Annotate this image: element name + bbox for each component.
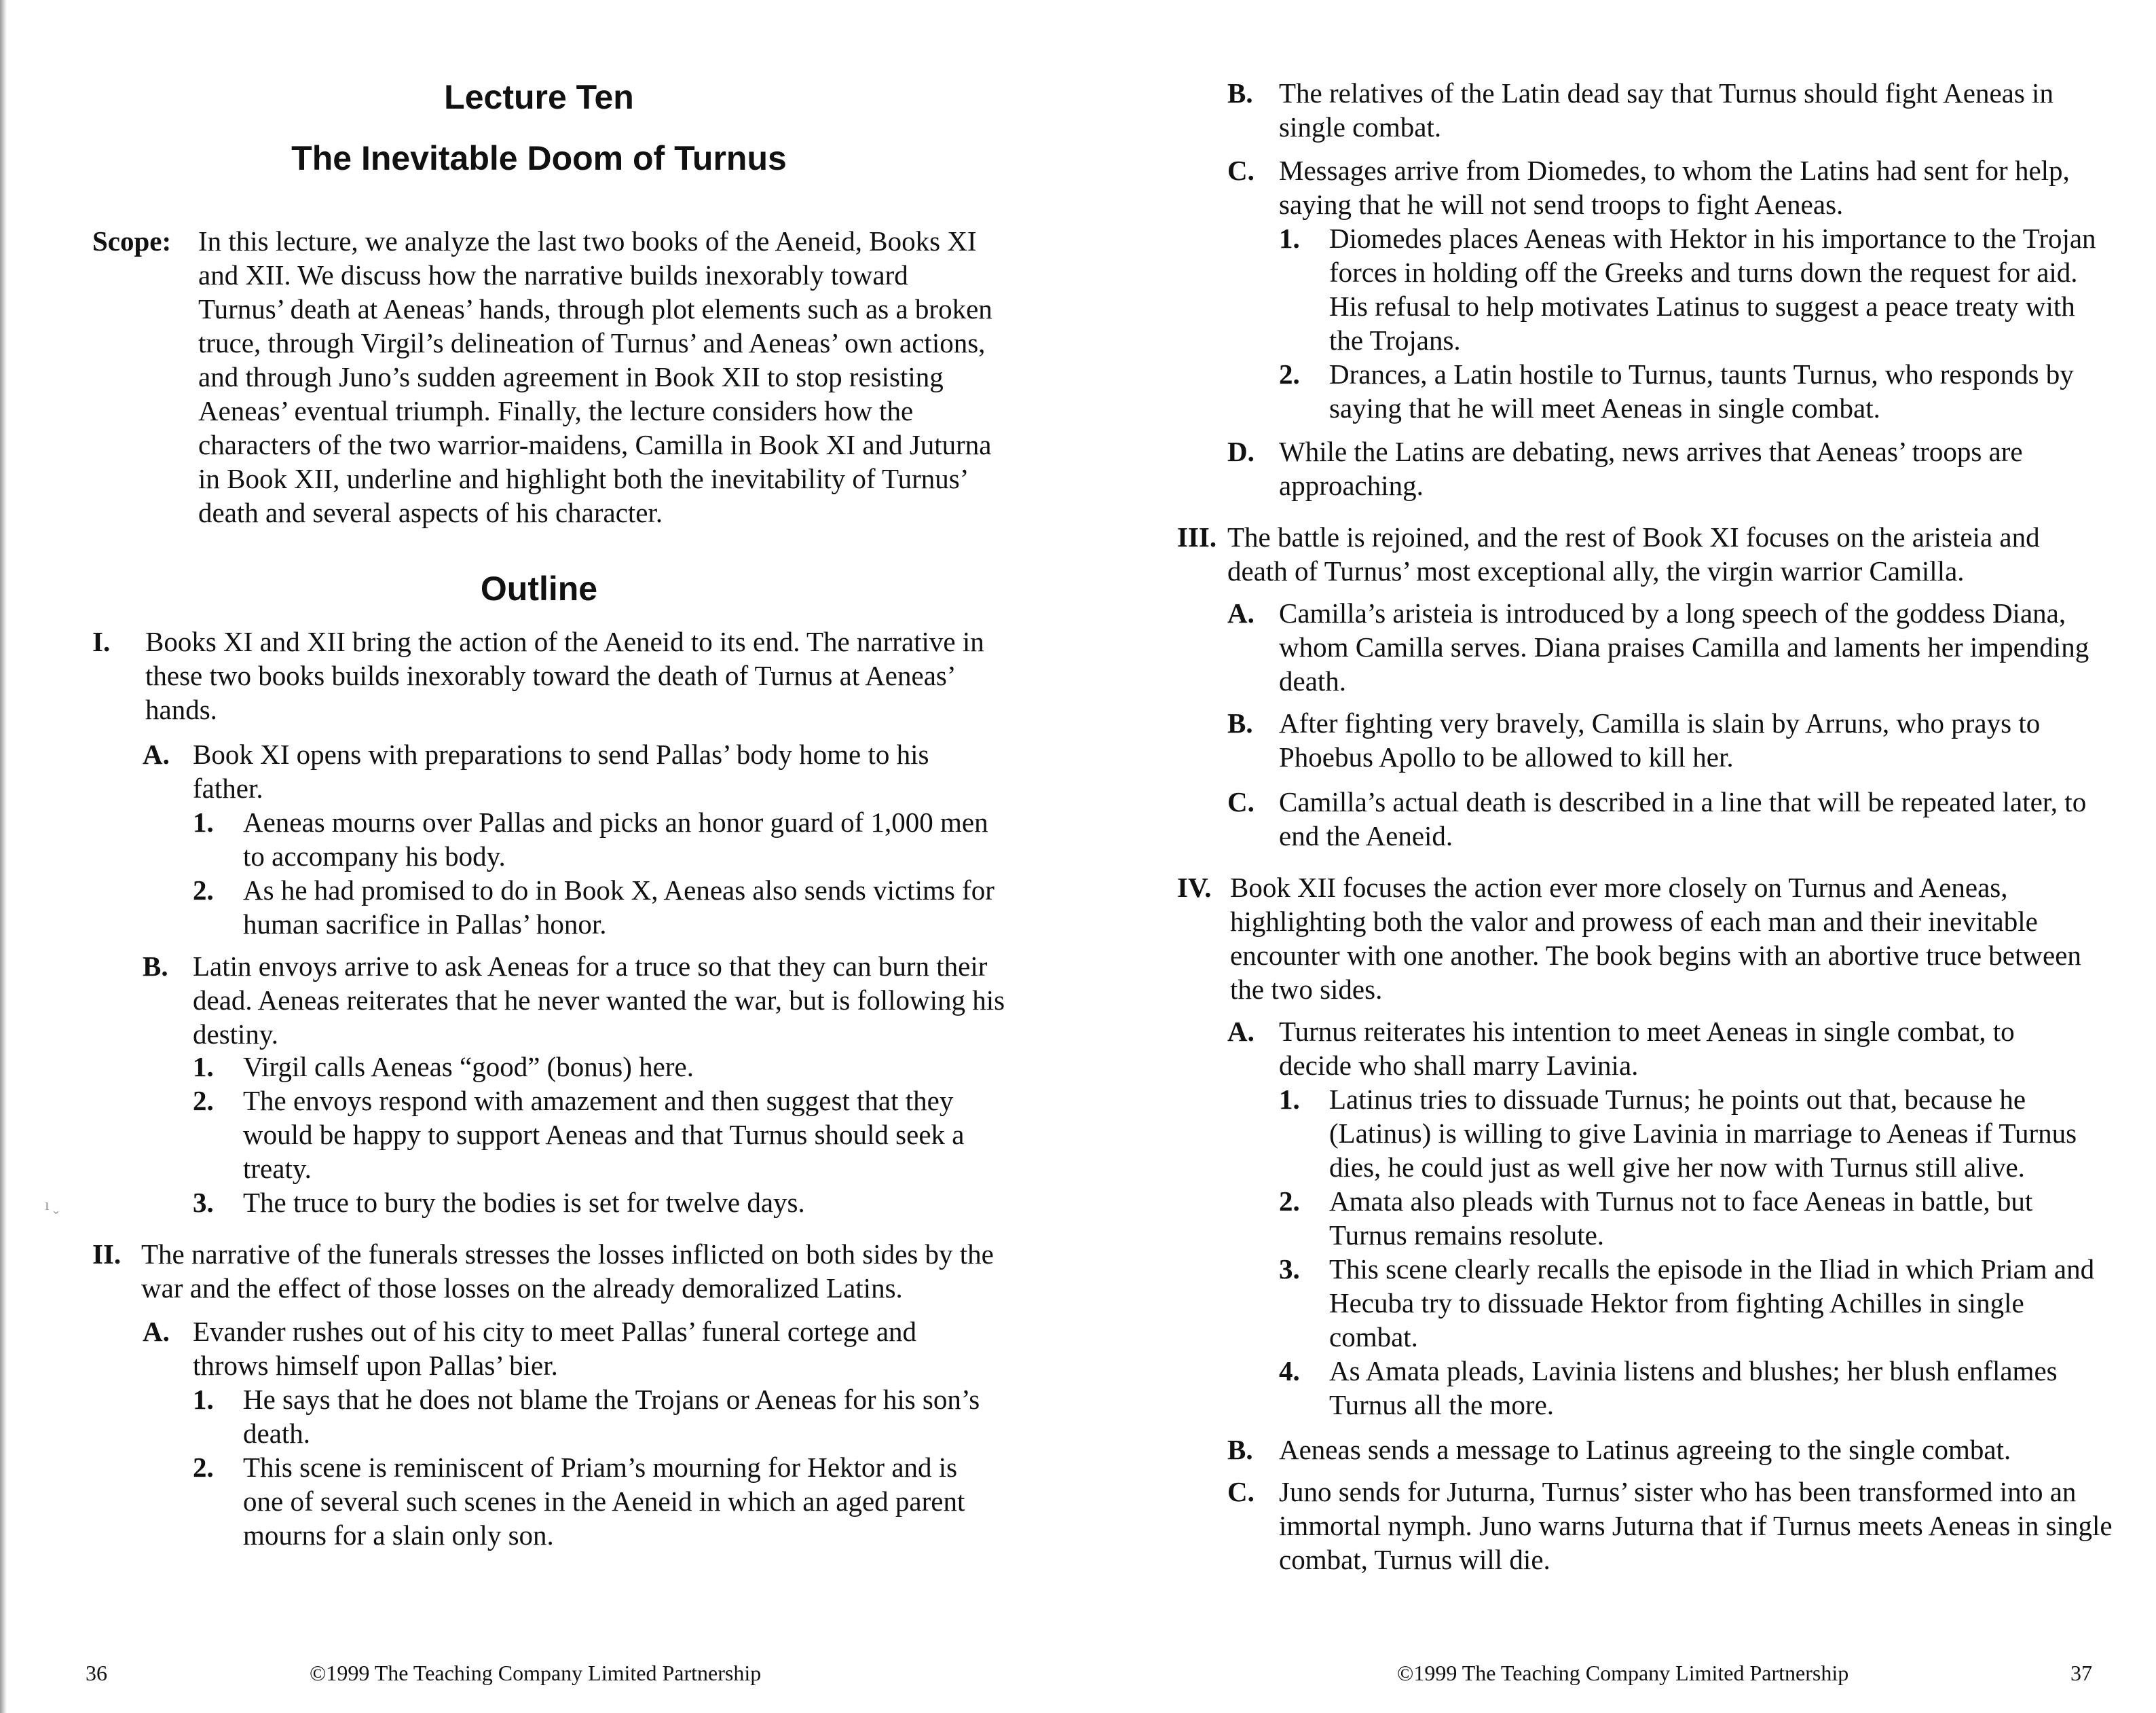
lecture-subtitle: The Inevitable Doom of Turnus — [291, 139, 787, 177]
item-text: Messages arrive from Diomedes, to whom the Latins had sent for help, saying that he will not send troops to fight Aeneas. — [1279, 155, 2070, 220]
item-label: D. — [1227, 436, 1254, 467]
item-label: 1. — [193, 807, 214, 838]
item-text: This scene is reminiscent of Priam’s mourning for Hektor and is one of several such scenes in the Aeneid in which an aged parent mourns for a slain only son. — [243, 1452, 965, 1551]
item-text: Virgil calls Aeneas “good” (bonus) here. — [243, 1051, 694, 1082]
item-label: I. — [92, 626, 111, 657]
page-number: 37 — [2070, 1661, 2092, 1685]
item-text: Book XII focuses the action ever more closely on Turnus and Aeneas, highlighting both the valor and prowess of each man and their inevitable encounter with one another. The book begins with an abortive truce between the two sides. — [1230, 872, 2081, 1005]
item-label: 2. — [1279, 358, 1300, 390]
right-page — [1078, 0, 2156, 1713]
scope-label: Scope: — [92, 225, 172, 257]
item-label: 3. — [193, 1187, 214, 1218]
item-text: Aeneas mourns over Pallas and picks an honor guard of 1,000 men to accompany his body. — [243, 807, 988, 872]
item-label: 1. — [1279, 223, 1300, 254]
item-text: While the Latins are debating, news arrives that Aeneas’ troops are approaching. — [1279, 436, 2023, 501]
item-label: II. — [92, 1238, 122, 1270]
page-footer: ©1999 The Teaching Company Limited Partnership — [310, 1661, 762, 1685]
item-text: The relatives of the Latin dead say that Turnus should fight Aeneas in single combat. — [1279, 77, 2053, 143]
item-text: Latin envoys arrive to ask Aeneas for a truce so that they can burn their dead. Aeneas reiterates that he never wanted the war, but is following his destiny. — [193, 951, 1005, 1050]
item-text: The narrative of the funerals stresses the losses inflicted on both sides by the war and the effect of those losses on the already demoralized Latins. — [141, 1238, 994, 1304]
item-label: B. — [1227, 77, 1253, 109]
item-text: Drances, a Latin hostile to Turnus, taunts Turnus, who responds by saying that he will meet Aeneas in single combat. — [1329, 358, 2074, 424]
item-text: Turnus reiterates his intention to meet Aeneas in single combat, to decide who shall marry Lavinia. — [1279, 1016, 2015, 1081]
item-text: The envoys respond with amazement and then suggest that they would be happy to support Aeneas and that Turnus should seek a treaty. — [243, 1085, 965, 1184]
item-label: III. — [1177, 521, 1217, 553]
item-text: Book XI opens with preparations to send Pallas’ body home to his father. — [193, 739, 929, 804]
item-label: A. — [1227, 597, 1254, 629]
page-number: 36 — [86, 1661, 107, 1685]
item-text: He says that he does not blame the Trojans or Aeneas for his son’s death. — [243, 1384, 980, 1449]
item-label: 2. — [193, 1085, 214, 1116]
item-label: 3. — [1279, 1253, 1300, 1285]
item-text: Aeneas sends a message to Latinus agreeing to the single combat. — [1279, 1434, 2011, 1465]
item-text: As Amata pleads, Lavinia listens and blushes; her blush enflames Turnus all the more. — [1329, 1355, 2058, 1420]
item-text: Books XI and XII bring the action of the Aeneid to its end. The narrative in these two books builds inexorably toward the death of Turnus at Aeneas’ hands. — [145, 626, 984, 725]
item-text: Latinus tries to dissuade Turnus; he points out that, because he (Latinus) is willing to give Lavinia in marriage to Aeneas if Turnus dies, he could just as well give her now with Turnus still alive. — [1329, 1084, 2077, 1183]
item-text: The battle is rejoined, and the rest of Book XI focuses on the aristeia and death of Turnus’ most exceptional ally, the virgin warrior Camilla. — [1227, 521, 2040, 587]
item-text: As he had promised to do in Book X, Aeneas also sends victims for human sacrifice in Pallas’ honor. — [243, 874, 995, 940]
item-label: IV. — [1177, 872, 1212, 903]
item-label: B. — [1227, 707, 1253, 739]
outline-heading: Outline — [480, 570, 598, 608]
item-text: Juno sends for Juturna, Turnus’ sister who has been transformed into an immortal nymph. Juno warns Juturna that if Turnus meets Aeneas in single combat, Turnus will die. — [1279, 1476, 2113, 1575]
item-label: 2. — [193, 874, 214, 906]
item-label: 2. — [193, 1452, 214, 1483]
lecture-title: Lecture Ten — [444, 78, 634, 116]
item-text: After fighting very bravely, Camilla is slain by Arruns, who prays to Phoebus Apollo to be allowed to kill her. — [1279, 707, 2041, 773]
binding-shadow — [0, 0, 7, 1713]
item-label: B. — [143, 951, 168, 982]
page-footer: ©1999 The Teaching Company Limited Partnership — [1397, 1661, 1849, 1685]
item-text: Camilla’s aristeia is introduced by a long speech of the goddess Diana, whom Camilla serves. Diana praises Camilla and laments her impending death. — [1279, 597, 2089, 697]
item-label: A. — [143, 739, 170, 770]
item-text: Amata also pleads with Turnus not to face Aeneas in battle, but Turnus remains resolute. — [1329, 1185, 2033, 1251]
item-label: 2. — [1279, 1185, 1300, 1217]
item-text: Diomedes places Aeneas with Hektor in his importance to the Trojan forces in holding off the Greeks and turns down the request for aid. His refusal to help motivates Latinus to suggest a peace treaty with the Trojans. — [1329, 223, 2096, 356]
item-label: B. — [1227, 1434, 1253, 1465]
item-label: 1. — [193, 1384, 214, 1415]
item-label: C. — [1227, 1476, 1254, 1507]
margin-mark: ı ˬ — [45, 1196, 59, 1214]
item-label: A. — [143, 1316, 170, 1347]
item-label: 4. — [1279, 1355, 1300, 1386]
item-label: A. — [1227, 1016, 1254, 1047]
item-label: 1. — [1279, 1084, 1300, 1115]
item-label: C. — [1227, 786, 1254, 817]
item-text: Camilla’s actual death is described in a line that will be repeated later, to end the Aeneid. — [1279, 786, 2087, 851]
item-text: This scene clearly recalls the episode in the Iliad in which Priam and Hecuba try to dissuade Hektor from fighting Achilles in single combat. — [1329, 1253, 2095, 1352]
scope-text: In this lecture, we analyze the last two books of the Aeneid, Books XI and XII. We discuss how the narrative builds inexorably toward Turnus’ death at Aeneas’ hands, through plot elements such as a broken truce, through Virgil’s delineation of Turnus’ and Aeneas’ own actions, and through Juno’s sudden agreement in Book XII to stop resisting Aeneas’ eventual triumph. Finally, the lecture considers how the characters of the two warrior-maidens, Camilla in Book XI and Juturna in Book XII, underline and highlight both the inevitability of Turnus’ death and several aspects of his character. — [198, 225, 992, 528]
item-text: The truce to bury the bodies is set for twelve days. — [243, 1187, 805, 1218]
item-label: C. — [1227, 155, 1254, 186]
item-label: 1. — [193, 1051, 214, 1082]
item-text: Evander rushes out of his city to meet Pallas’ funeral cortege and throws himself upon Pallas’ bier. — [193, 1316, 917, 1381]
